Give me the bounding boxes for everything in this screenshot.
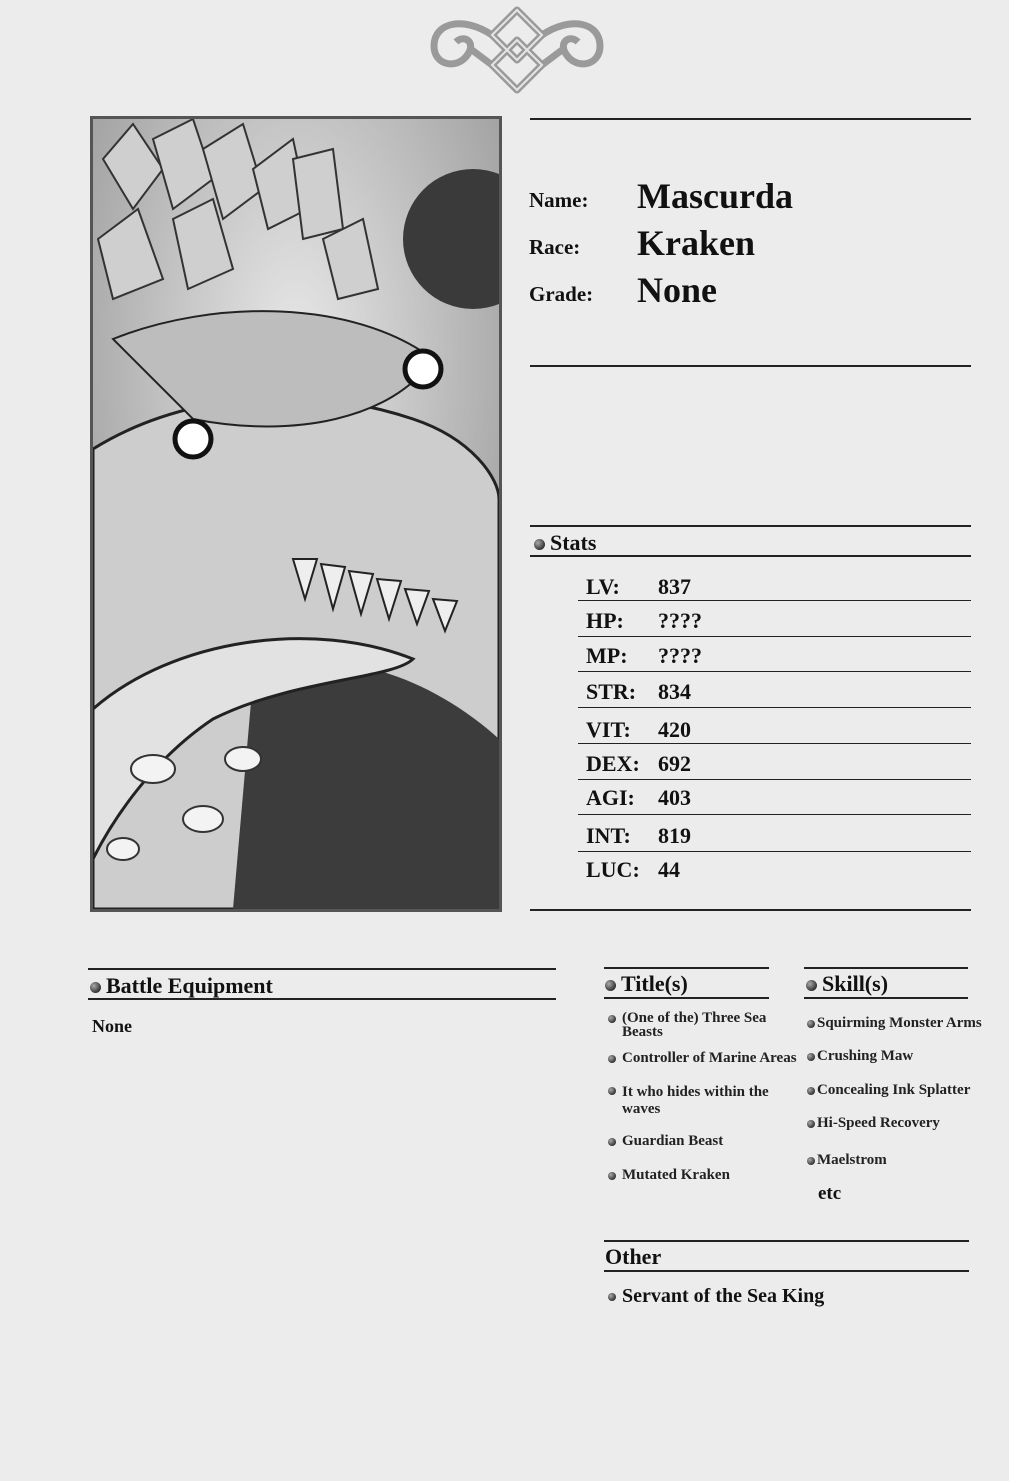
divider (578, 707, 971, 708)
bullet-icon (806, 980, 817, 991)
stats-title: Stats (534, 530, 596, 556)
divider (578, 600, 971, 601)
bullet-icon (608, 1172, 616, 1180)
stat-row: LUC: 44 (586, 857, 680, 882)
stat-row: STR: 834 (586, 679, 691, 704)
other-title: Other (605, 1244, 662, 1269)
divider (604, 997, 769, 999)
bullet-icon (807, 1120, 815, 1128)
stat-row: INT: 819 (586, 823, 691, 848)
grade-label: Grade: (529, 282, 594, 306)
bullet-icon (807, 1157, 815, 1165)
stat-row: DEX: 692 (586, 751, 691, 776)
divider (604, 967, 769, 969)
kraken-portrait-illustration (90, 116, 502, 912)
name-label: Name: (529, 188, 589, 212)
divider (604, 1270, 969, 1272)
grade-value: None (637, 270, 717, 310)
bullet-icon (608, 1055, 616, 1063)
title-item: It who hides within the waves (608, 1084, 798, 1118)
divider (88, 968, 556, 970)
race-label: Race: (529, 235, 581, 259)
divider (578, 636, 971, 637)
divider (578, 743, 971, 744)
divider (530, 555, 971, 557)
titles-title: Title(s) (605, 971, 688, 997)
divider (88, 998, 556, 1000)
divider (578, 779, 971, 780)
title-item: Controller of Marine Areas (608, 1051, 813, 1065)
stat-row: AGI: 403 (586, 785, 691, 810)
bullet-icon (608, 1293, 616, 1301)
stat-row: VIT: 420 (586, 717, 691, 742)
skill-item: Crushing Maw (807, 1048, 913, 1065)
divider (530, 909, 971, 911)
name-value: Mascurda (637, 176, 793, 216)
bullet-icon (90, 982, 101, 993)
divider (578, 671, 971, 672)
skill-item: Hi-Speed Recovery (807, 1115, 940, 1132)
endless-knot-icon (424, 4, 610, 96)
title-item: Mutated Kraken (608, 1168, 798, 1182)
bullet-icon (608, 1087, 616, 1095)
skill-item: Concealing Ink Splatter (807, 1082, 970, 1099)
stat-row: LV: 837 (586, 574, 691, 599)
skills-title: Skill(s) (806, 971, 888, 997)
skill-item: Squirming Monster Arms (807, 1015, 982, 1032)
skill-item: Maelstrom (807, 1152, 887, 1169)
bullet-icon (807, 1020, 815, 1028)
bullet-icon (534, 539, 545, 550)
divider (530, 118, 971, 120)
divider (578, 851, 971, 852)
other-item: Servant of the Sea King (608, 1285, 824, 1308)
bullet-icon (605, 980, 616, 991)
bullet-icon (608, 1015, 616, 1023)
divider (604, 1240, 969, 1242)
divider (804, 997, 968, 999)
skills-etc: etc (818, 1183, 842, 1204)
bullet-icon (807, 1087, 815, 1095)
title-item: (One of the) Three Sea Beasts (608, 1011, 803, 1039)
stat-row: HP: ???? (586, 608, 702, 633)
race-value: Kraken (637, 223, 756, 263)
bullet-icon (608, 1138, 616, 1146)
divider (578, 814, 971, 815)
stat-row: MP: ???? (586, 643, 702, 668)
bullet-icon (807, 1053, 815, 1061)
divider (530, 365, 971, 367)
divider (804, 967, 968, 969)
title-item: Guardian Beast (608, 1134, 798, 1148)
equipment-value: None (92, 1016, 132, 1036)
divider (530, 525, 971, 527)
equipment-title: Battle Equipment (90, 973, 273, 999)
